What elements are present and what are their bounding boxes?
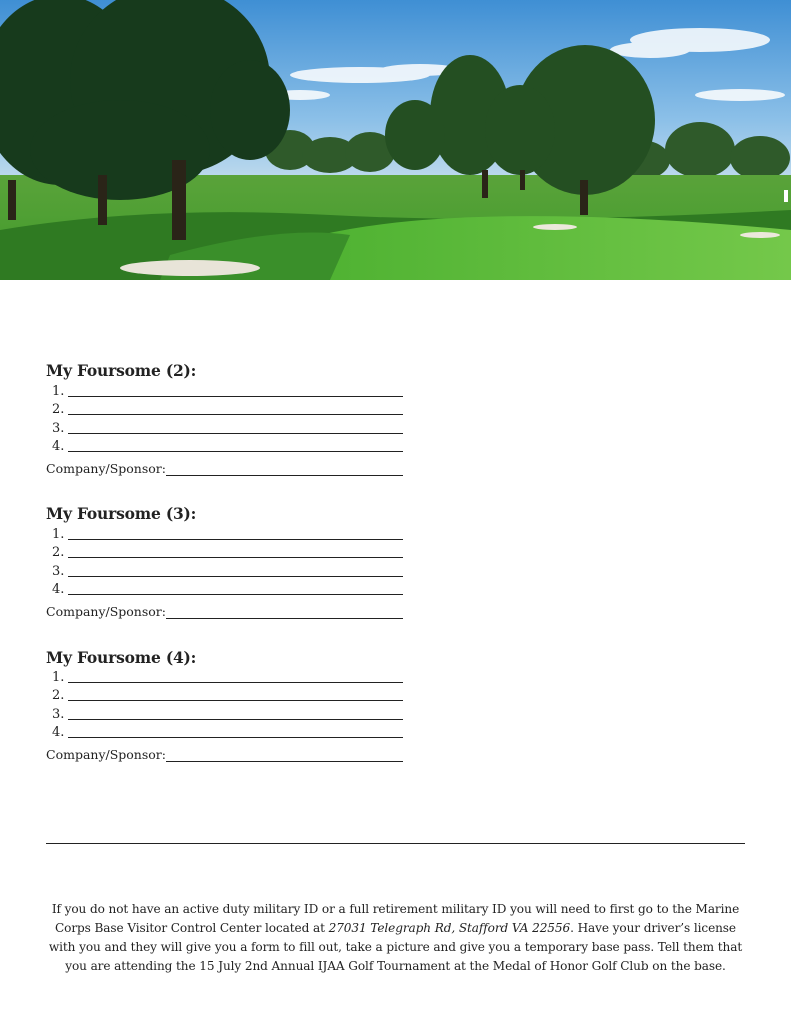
- blank-line: [166, 475, 403, 476]
- blank-line: [68, 737, 403, 738]
- golf-course-photo: [0, 0, 791, 280]
- blank-line: [68, 576, 403, 577]
- blank-line: [68, 682, 403, 683]
- notice-text-end: . Have your driver’s license with you and they will give you a form to fill out, take a picture and give you a temporary base pass. Tell them that you are attending the 15 July 2nd Annual IJAA Golf Tournament at the Medal of Honor Golf Club on the base.: [48, 921, 743, 973]
- blank-line: [68, 433, 403, 434]
- player-line-3[interactable]: [46, 564, 403, 582]
- company-sponsor-label: Company/Sponsor:: [46, 747, 166, 762]
- section-divider: [46, 843, 745, 844]
- blank-line: [68, 396, 403, 397]
- player-line-4[interactable]: [46, 582, 403, 600]
- company-sponsor-field[interactable]: [46, 604, 403, 622]
- company-sponsor-field[interactable]: [46, 747, 403, 765]
- line-number: 4.: [52, 439, 65, 454]
- blank-line: [68, 700, 403, 701]
- blank-line: [166, 618, 403, 619]
- line-number: 4.: [52, 725, 65, 740]
- blank-line: [68, 557, 403, 558]
- blank-line: [68, 414, 403, 415]
- foursome-title: My Foursome (2):: [46, 361, 197, 380]
- foursome-title: My Foursome (3):: [46, 504, 197, 523]
- player-line-2[interactable]: [46, 402, 403, 420]
- line-number: 2.: [52, 545, 65, 560]
- player-line-2[interactable]: [46, 545, 403, 563]
- line-number: 3.: [52, 421, 65, 436]
- line-number: 2.: [52, 402, 65, 417]
- player-line-3[interactable]: [46, 707, 403, 725]
- player-line-2[interactable]: [46, 688, 403, 706]
- line-number: 3.: [52, 564, 65, 579]
- visitor-center-address: 27031 Telegraph Rd, Stafford VA 22556: [328, 921, 571, 935]
- blank-line: [166, 761, 403, 762]
- line-number: 1.: [52, 384, 65, 399]
- player-line-1[interactable]: [46, 384, 403, 402]
- player-line-1[interactable]: [46, 670, 403, 688]
- blank-line: [68, 539, 403, 540]
- player-line-4[interactable]: [46, 725, 403, 743]
- blank-line: [68, 719, 403, 720]
- company-sponsor-label: Company/Sponsor:: [46, 461, 166, 476]
- line-number: 3.: [52, 707, 65, 722]
- line-number: 1.: [52, 670, 65, 685]
- company-sponsor-label: Company/Sponsor:: [46, 604, 166, 619]
- company-sponsor-field[interactable]: [46, 461, 403, 479]
- notice-text-start: If you do not have an active duty military ID or a full retirement military ID you will need to first go to the Marine Corps Base Visitor Control Center located at: [51, 902, 740, 935]
- player-line-3[interactable]: [46, 421, 403, 439]
- line-number: 1.: [52, 527, 65, 542]
- line-number: 2.: [52, 688, 65, 703]
- foursome-title: My Foursome (4):: [46, 648, 197, 667]
- blank-line: [68, 594, 403, 595]
- player-line-1[interactable]: [46, 527, 403, 545]
- player-line-4[interactable]: [46, 439, 403, 457]
- line-number: 4.: [52, 582, 65, 597]
- blank-line: [68, 451, 403, 452]
- base-access-notice: [48, 900, 743, 976]
